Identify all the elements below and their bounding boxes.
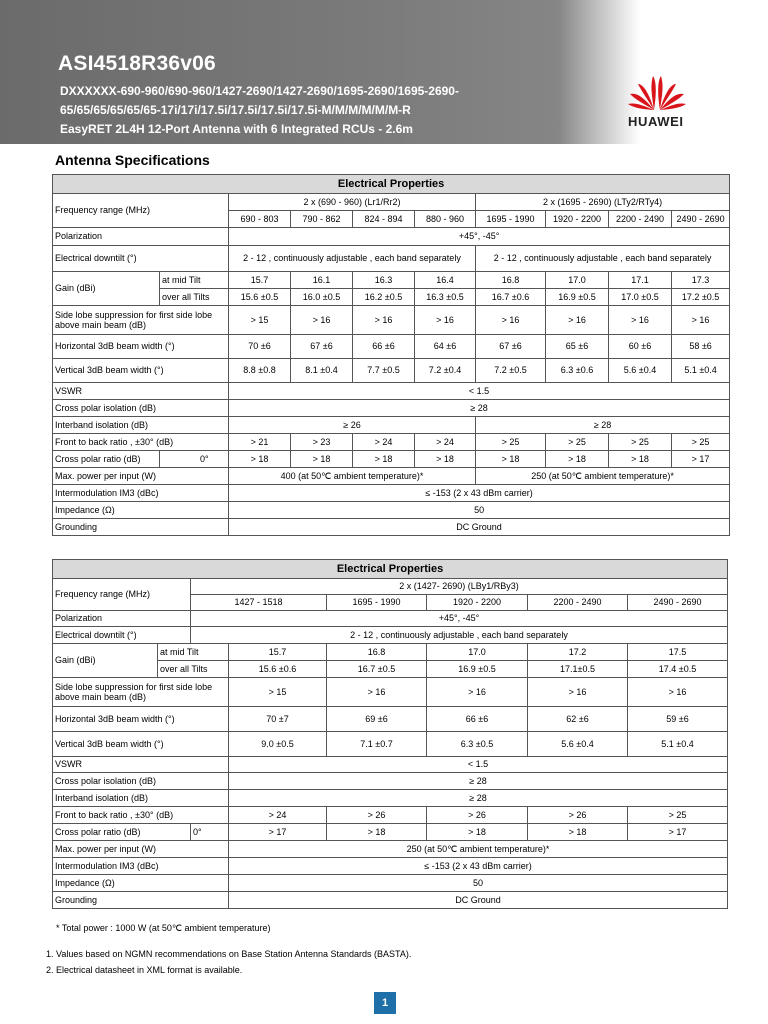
table-cell: 66 ±6: [353, 335, 415, 359]
table-cell: 16.9 ±0.5: [546, 289, 609, 306]
product-description: EasyRET 2L4H 12-Port Antenna with 6 Integrated RCUs - 2.6m: [60, 122, 413, 136]
table-cell: 17.1±0.5: [528, 661, 628, 678]
impedance-label: Impedance (Ω): [53, 502, 229, 519]
table-cell: > 26: [427, 807, 528, 824]
polarization-label: Polarization: [53, 228, 229, 246]
downtilt-value-low: 2 - 12 , continuously adjustable , each band separately: [229, 246, 476, 272]
table-cell: 5.1 ±0.4: [672, 359, 730, 383]
vswr-label: VSWR: [53, 757, 229, 773]
table-cell: > 16: [353, 306, 415, 335]
vswr-label: VSWR: [53, 383, 229, 400]
gain-all-label: over all Tilts: [158, 661, 229, 678]
table-cell: 7.2 ±0.4: [415, 359, 476, 383]
table-cell: > 18: [476, 451, 546, 468]
table-cell: 69 ±6: [327, 707, 427, 732]
power-label: Max. power per input (W): [53, 468, 229, 485]
table-cell: > 18: [327, 824, 427, 841]
header-banner: [0, 0, 768, 144]
table-cell: > 17: [628, 824, 728, 841]
table-cell: 15.6 ±0.6: [229, 661, 327, 678]
table-cell: 7.7 ±0.5: [353, 359, 415, 383]
table-cell: > 16: [546, 306, 609, 335]
cpr-angle: 0°: [191, 824, 229, 841]
grounding-value: DC Ground: [229, 892, 728, 909]
table-cell: > 26: [528, 807, 628, 824]
im3-label: Intermodulation IM3 (dBc): [53, 858, 229, 875]
table-cell: 16.7 ±0.5: [327, 661, 427, 678]
table-cell: 70 ±7: [229, 707, 327, 732]
cpr-angle: 0°: [160, 451, 229, 468]
band-header: 790 - 862: [291, 211, 353, 228]
table-cell: 16.2 ±0.5: [353, 289, 415, 306]
gain-all-label: over all Tilts: [160, 289, 229, 306]
interband-value-high: ≥ 28: [476, 417, 730, 434]
cpi-label: Cross polar isolation (dB): [53, 400, 229, 417]
downtilt-value: 2 - 12 , continuously adjustable , each band separately: [191, 627, 728, 644]
page-number: 1: [374, 992, 396, 1014]
polarization-value: +45°, -45°: [191, 611, 728, 627]
band-header: 1427 - 1518: [191, 595, 327, 611]
table-cell: > 16: [628, 678, 728, 707]
band-header: 1695 - 1990: [327, 595, 427, 611]
power-label: Max. power per input (W): [53, 841, 229, 858]
hbw-label: Horizontal 3dB beam width (°): [53, 707, 229, 732]
table-cell: 9.0 ±0.5: [229, 732, 327, 757]
table-cell: > 25: [476, 434, 546, 451]
downtilt-label: Electrical downtilt (°): [53, 627, 191, 644]
table-cell: 16.3: [353, 272, 415, 289]
table-cell: > 24: [229, 807, 327, 824]
table-cell: 16.8: [476, 272, 546, 289]
table-cell: > 26: [327, 807, 427, 824]
table-cell: 7.1 ±0.7: [327, 732, 427, 757]
cpr-label: Cross polar ratio (dB): [53, 451, 160, 468]
band-header: 1920 - 2200: [427, 595, 528, 611]
table-cell: 17.5: [628, 644, 728, 661]
table-cell: > 16: [528, 678, 628, 707]
table-cell: > 23: [291, 434, 353, 451]
band-header: 2200 - 2490: [528, 595, 628, 611]
model-code-line-1: DXXXXXX-690-960/690-960/1427-2690/1427-2690/1695-2690/1695-2690-: [60, 84, 459, 98]
ftb-label: Front to back ratio , ±30° (dB): [53, 434, 229, 451]
table-cell: > 25: [672, 434, 730, 451]
grounding-value: DC Ground: [229, 519, 730, 536]
im3-value: ≤ -153 (2 x 43 dBm carrier): [229, 485, 730, 502]
vswr-value: < 1.5: [229, 383, 730, 400]
table-cell: 5.6 ±0.4: [609, 359, 672, 383]
table-cell: 15.6 ±0.5: [229, 289, 291, 306]
power-value-low: 400 (at 50℃ ambient temperature)*: [229, 468, 476, 485]
table-cell: > 16: [672, 306, 730, 335]
band-header: 2490 - 2690: [628, 595, 728, 611]
interband-label: Interband isolation (dB): [53, 417, 229, 434]
table-cell: 8.1 ±0.4: [291, 359, 353, 383]
interband-label: Interband isolation (dB): [53, 790, 229, 807]
polarization-value: +45°, -45°: [229, 228, 730, 246]
gain-mid-label: at mid Tilt: [158, 644, 229, 661]
impedance-value: 50: [229, 875, 728, 892]
band-header: 880 - 960: [415, 211, 476, 228]
grounding-label: Grounding: [53, 892, 229, 909]
table-cell: 17.0: [546, 272, 609, 289]
table-cell: > 16: [476, 306, 546, 335]
cpr-label: Cross polar ratio (dB): [53, 824, 191, 841]
table-cell: > 16: [609, 306, 672, 335]
band-header: 2200 - 2490: [609, 211, 672, 228]
polarization-label: Polarization: [53, 611, 191, 627]
downtilt-label: Electrical downtilt (°): [53, 246, 229, 272]
table-cell: 17.0: [427, 644, 528, 661]
table-cell: 5.1 ±0.4: [628, 732, 728, 757]
impedance-value: 50: [229, 502, 730, 519]
table-cell: > 17: [229, 824, 327, 841]
table-cell: > 18: [353, 451, 415, 468]
table-cell: 7.2 ±0.5: [476, 359, 546, 383]
table-cell: > 15: [229, 678, 327, 707]
table-cell: 59 ±6: [628, 707, 728, 732]
table-cell: > 18: [427, 824, 528, 841]
table-cell: > 18: [546, 451, 609, 468]
table-cell: 6.3 ±0.6: [546, 359, 609, 383]
table-cell: 60 ±6: [609, 335, 672, 359]
freq-group-high: 2 x (1695 - 2690) (LTy2/RTy4): [476, 194, 730, 211]
power-value-high: 250 (at 50℃ ambient temperature)*: [476, 468, 730, 485]
table-2-title: Electrical Properties: [53, 560, 728, 579]
table-cell: > 18: [609, 451, 672, 468]
table-cell: 6.3 ±0.5: [427, 732, 528, 757]
gain-label: Gain (dBi): [53, 272, 160, 306]
vswr-value: < 1.5: [229, 757, 728, 773]
interband-value-low: ≥ 26: [229, 417, 476, 434]
table-cell: 67 ±6: [291, 335, 353, 359]
model-code-line-2: 65/65/65/65/65/65-17i/17i/17.5i/17.5i/17.5i/17.5i-M/M/M/M/M/M-R: [60, 103, 411, 117]
table-cell: > 18: [415, 451, 476, 468]
grounding-label: Grounding: [53, 519, 229, 536]
sidelobe-label: Side lobe suppression for first side lobe above main beam (dB): [53, 306, 229, 335]
table-cell: 16.4: [415, 272, 476, 289]
table-cell: 15.7: [229, 644, 327, 661]
table-cell: 17.2: [528, 644, 628, 661]
table-cell: 64 ±6: [415, 335, 476, 359]
table-cell: > 16: [415, 306, 476, 335]
table-cell: 17.3: [672, 272, 730, 289]
table-cell: 65 ±6: [546, 335, 609, 359]
table-cell: 16.8: [327, 644, 427, 661]
table-cell: 17.2 ±0.5: [672, 289, 730, 306]
electrical-properties-table-2: [52, 559, 728, 909]
note-xml: 2. Electrical datasheet in XML format is available.: [46, 965, 243, 975]
vbw-label: Vertical 3dB beam width (°): [53, 732, 229, 757]
band-header: 690 - 803: [229, 211, 291, 228]
freq-range-label: Frequency range (MHz): [53, 194, 229, 228]
table-cell: 8.8 ±0.8: [229, 359, 291, 383]
table-cell: 62 ±6: [528, 707, 628, 732]
table-cell: > 15: [229, 306, 291, 335]
section-title: Antenna Specifications: [55, 152, 210, 168]
band-header: 1695 - 1990: [476, 211, 546, 228]
table-cell: > 16: [427, 678, 528, 707]
table-cell: 5.6 ±0.4: [528, 732, 628, 757]
im3-label: Intermodulation IM3 (dBc): [53, 485, 229, 502]
cpi-label: Cross polar isolation (dB): [53, 773, 229, 790]
vbw-label: Vertical 3dB beam width (°): [53, 359, 229, 383]
power-footnote: * Total power : 1000 W (at 50℃ ambient temperature): [56, 923, 271, 933]
hbw-label: Horizontal 3dB beam width (°): [53, 335, 229, 359]
table-cell: 17.1: [609, 272, 672, 289]
band-header: 824 - 894: [353, 211, 415, 228]
table-1-title: Electrical Properties: [53, 175, 730, 194]
table-cell: 70 ±6: [229, 335, 291, 359]
model-title: ASI4518R36v06: [58, 52, 216, 75]
table-cell: 16.3 ±0.5: [415, 289, 476, 306]
table-cell: > 18: [229, 451, 291, 468]
table-cell: > 17: [672, 451, 730, 468]
freq-group-low: 2 x (690 - 960) (Lr1/Rr2): [229, 194, 476, 211]
gain-label: Gain (dBi): [53, 644, 158, 678]
band-header: 1920 - 2200: [546, 211, 609, 228]
table-cell: 17.0 ±0.5: [609, 289, 672, 306]
table-cell: > 21: [229, 434, 291, 451]
im3-value: ≤ -153 (2 x 43 dBm carrier): [229, 858, 728, 875]
table-cell: > 25: [546, 434, 609, 451]
table-cell: > 18: [528, 824, 628, 841]
table-cell: 16.7 ±0.6: [476, 289, 546, 306]
sidelobe-label: Side lobe suppression for first side lobe above main beam (dB): [53, 678, 229, 707]
freq-range-label: Frequency range (MHz): [53, 579, 191, 611]
ftb-label: Front to back ratio , ±30° (dB): [53, 807, 229, 824]
table-cell: 17.4 ±0.5: [628, 661, 728, 678]
power-value: 250 (at 50℃ ambient temperature)*: [229, 841, 728, 858]
table-cell: > 24: [353, 434, 415, 451]
table-cell: > 18: [291, 451, 353, 468]
interband-value: ≥ 28: [229, 790, 728, 807]
downtilt-value-high: 2 - 12 , continuously adjustable , each band separately: [476, 246, 730, 272]
table-cell: 16.1: [291, 272, 353, 289]
table-cell: > 16: [327, 678, 427, 707]
gain-mid-label: at mid Tilt: [160, 272, 229, 289]
table-cell: > 25: [609, 434, 672, 451]
table-cell: 16.0 ±0.5: [291, 289, 353, 306]
brand-name: HUAWEI: [628, 114, 684, 129]
cpi-value: ≥ 28: [229, 773, 728, 790]
table-cell: 15.7: [229, 272, 291, 289]
freq-group: 2 x (1427- 2690) (LBy1/RBy3): [191, 579, 728, 595]
table-cell: 67 ±6: [476, 335, 546, 359]
note-basta: 1. Values based on NGMN recommendations on Base Station Antenna Standards (BASTA).: [46, 949, 412, 959]
impedance-label: Impedance (Ω): [53, 875, 229, 892]
electrical-properties-table-1: [52, 174, 730, 536]
table-cell: 66 ±6: [427, 707, 528, 732]
table-cell: > 24: [415, 434, 476, 451]
cpi-value: ≥ 28: [229, 400, 730, 417]
band-header: 2490 - 2690: [672, 211, 730, 228]
table-cell: 16.9 ±0.5: [427, 661, 528, 678]
table-cell: 58 ±6: [672, 335, 730, 359]
table-cell: > 25: [628, 807, 728, 824]
table-cell: > 16: [291, 306, 353, 335]
